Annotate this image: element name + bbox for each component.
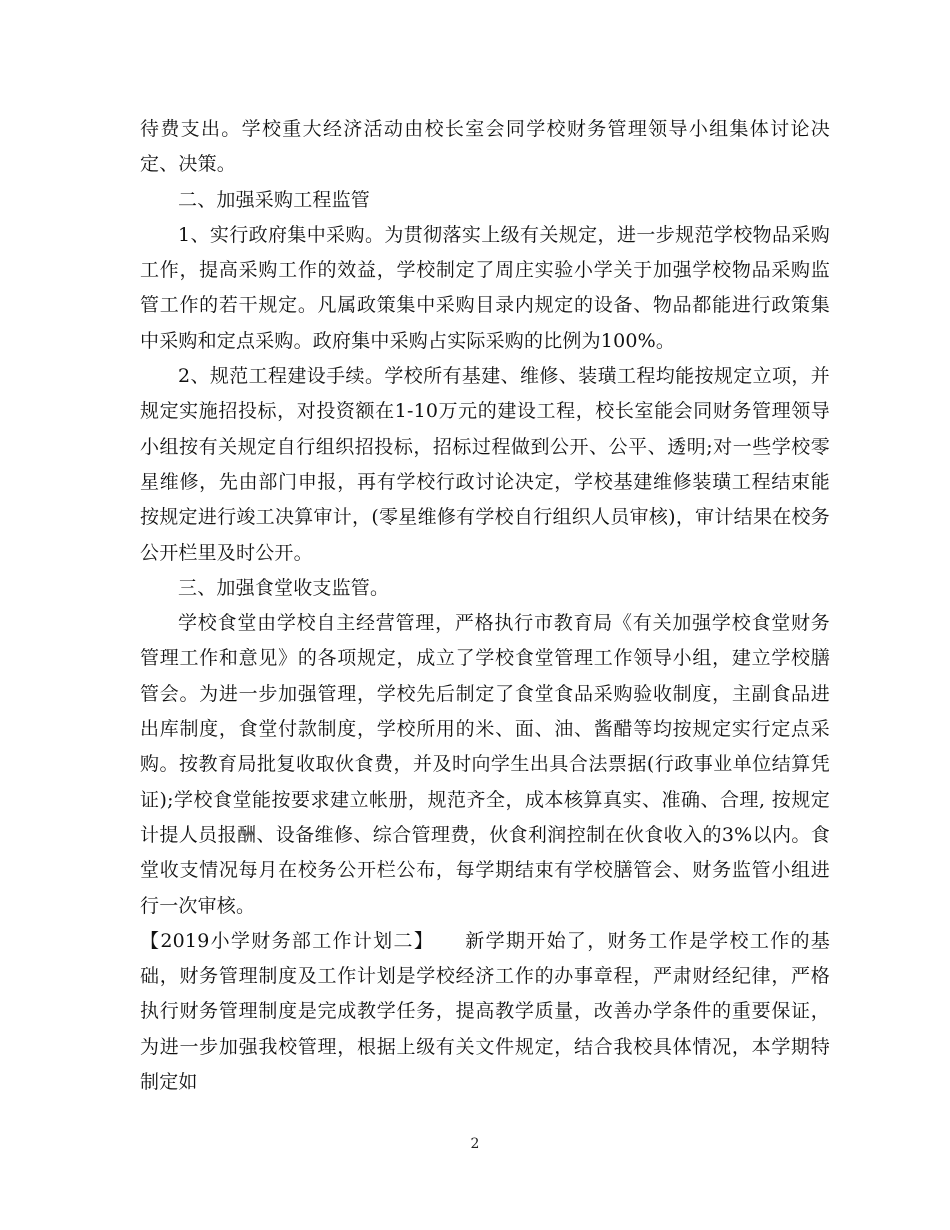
section-heading-procurement: 二、加强采购工程监管: [178, 188, 371, 211]
document-body: [140, 112, 830, 1100]
paragraph-government-procurement: 1、实行政府集中采购。为贯彻落实上级有关规定，进一步规范学校物品采购工作，提高采购工作的效益，学校制定了周庄实验小学关于加强学校物品采购监管工作的若干规定。凡属政策集中采购目录内规定的设备、物品都能进行政策集中采购和定点采购。政府集中采购占实际采购的比例为100%。: [140, 223, 830, 352]
paragraph-canteen-management: 学校食堂由学校自主经营管理，严格执行市教育局《有关加强学校食堂财务管理工作和意见》的各项规定，成立了学校食堂管理工作领导小组，建立学校膳管会。为进一步加强管理，学校先后制定了食堂食品采购验收制度，主副食品进出库制度，食堂付款制度，学校所用的米、面、油、酱醋等均按规定实行定点采购。按教育局批复收取伙食费，并及时向学生出具合法票据(行政事业单位结算凭证);学校食堂能按要求建立帐册，规范齐全，成本核算真实、准确、合理, 按规定计提人员报酬、设备维修、综合管理费，伙食利润控制在伙食收入的3%以内。食堂收支情况每月在校务公开栏公布，每学期结束有学校膳管会、财务监管小组进行一次审核。: [140, 612, 830, 917]
section-heading-canteen: 三、加强食堂收支监管。: [178, 576, 390, 599]
paragraph-continuation: 待费支出。学校重大经济活动由校长室会同学校财务管理领导小组集体讨论决定、决策。: [140, 118, 830, 176]
paragraph-plan-two: 【2019小学财务部工作计划二】 新学期开始了，财务工作是学校工作的基础，财务管理制度及工作计划是学校经济工作的办事章程，严肃财经纪律，严格执行财务管理制度是完成教学任务，提高教学质量，改善办学条件的重要保证，为进一步加强我校管理，根据上级有关文件规定，结合我校具体情况，本学期特制定如: [140, 929, 830, 1094]
page-number: 2: [470, 1136, 480, 1152]
paragraph-construction-procedures: 2、规范工程建设手续。学校所有基建、维修、装璜工程均能按规定立项，并规定实施招投标，对投资额在1-10万元的建设工程，校长室能会同财务管理领导小组按有关规定自行组织招投标，招标过程做到公开、公平、透明;对一些学校零星维修，先由部门申报，再有学校行政讨论决定，学校基建维修装璜工程结束能按规定进行竣工决算审计，(零星维修有学校自行组织人员审核)，审计结果在校务公开栏里及时公开。: [140, 365, 830, 564]
